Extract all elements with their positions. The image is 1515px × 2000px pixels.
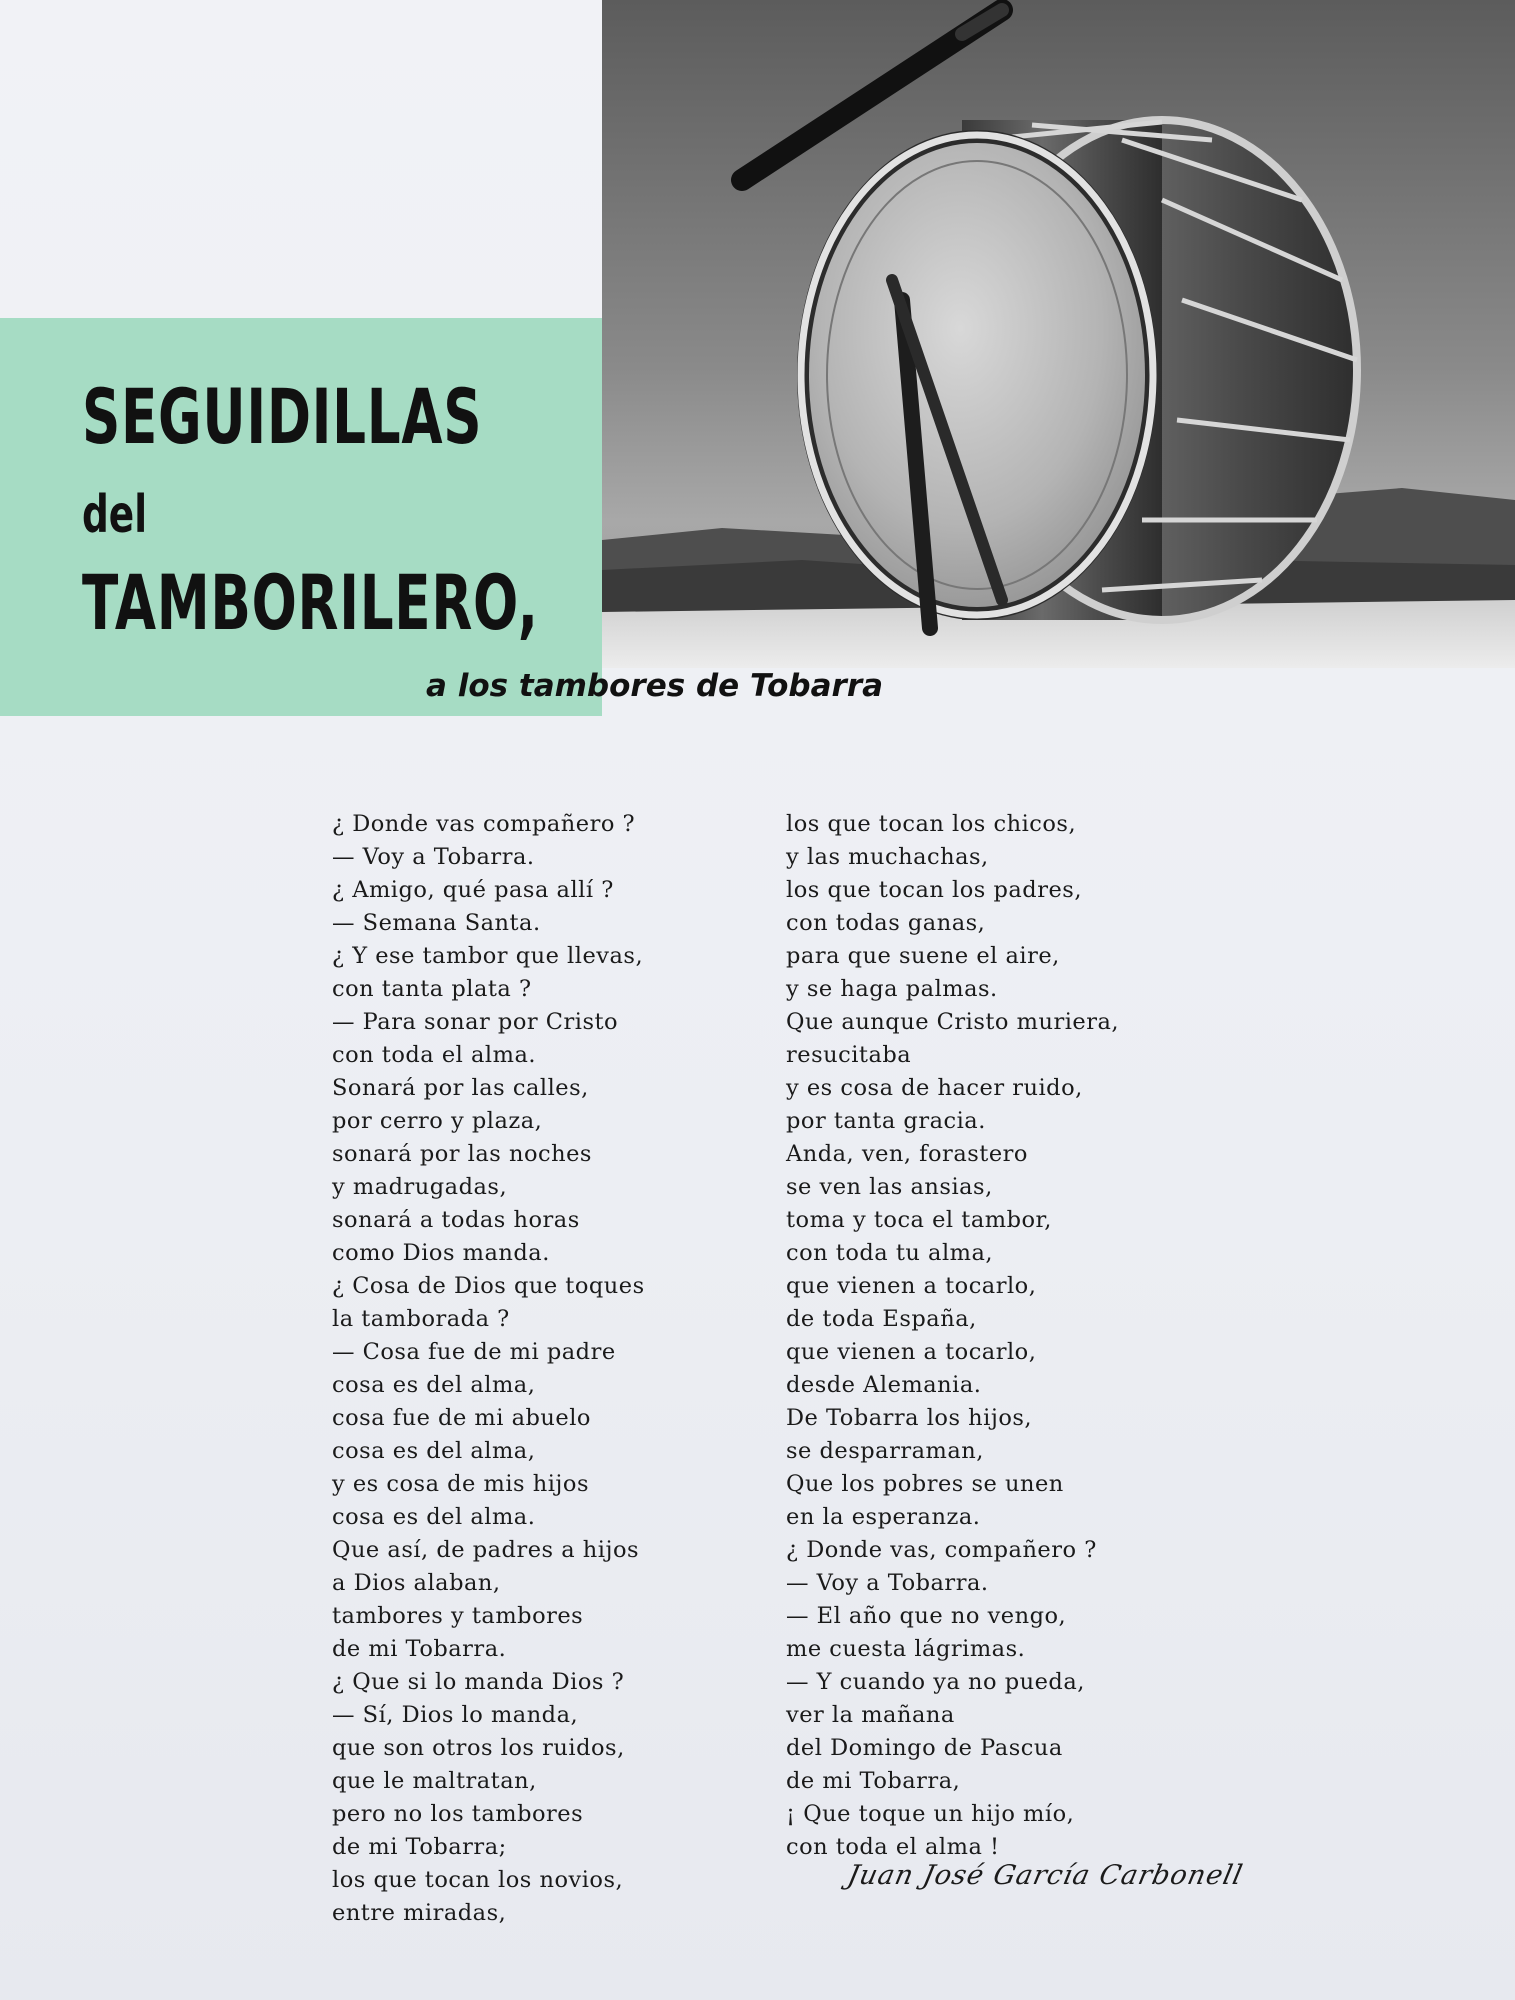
poem-line: cosa es del alma, [332, 1372, 536, 1398]
drum-photo [602, 0, 1515, 668]
poem-line: la tamborada ? [332, 1306, 510, 1332]
poem-line: — Semana Santa. [332, 910, 541, 936]
poem-line: los que tocan los chicos, [786, 811, 1077, 837]
poem-line: entre miradas, [332, 1900, 507, 1926]
poem-line: con todas ganas, [786, 910, 986, 936]
subtitle: a los tambores de Tobarra [426, 668, 884, 704]
title-line-3: TAMBORILERO, [82, 558, 539, 647]
poem-line: — Voy a Tobarra. [332, 844, 535, 870]
poem-line: tambores y tambores [332, 1603, 584, 1629]
poem-line: y es cosa de mis hijos [332, 1471, 589, 1497]
poem-line: — Para sonar por Cristo [332, 1009, 619, 1035]
poem-line: desde Alemania. [786, 1372, 982, 1398]
poem-line: y las muchachas, [786, 844, 989, 870]
title-line-1: SEGUIDILLAS [82, 372, 483, 461]
poem-line: — Voy a Tobarra. [786, 1570, 989, 1596]
poem-line: resucitaba [786, 1042, 912, 1068]
poem-line: los que tocan los novios, [332, 1867, 624, 1893]
poem-line: en la esperanza. [786, 1504, 981, 1530]
poem-line: de mi Tobarra; [332, 1834, 507, 1860]
poem-line: del Domingo de Pascua [786, 1735, 1063, 1761]
poem-line: — Y cuando ya no pueda, [786, 1669, 1085, 1695]
poem-line: ¿ Donde vas, compañero ? [786, 1537, 1097, 1563]
poem-line: se ven las ansias, [786, 1174, 993, 1200]
poem-line: para que suene el aire, [786, 943, 1060, 969]
drum-illustration [602, 0, 1515, 668]
poem-line: por cerro y plaza, [332, 1108, 543, 1134]
poem-line: cosa es del alma, [332, 1438, 536, 1464]
poem-line: que vienen a tocarlo, [786, 1273, 1037, 1299]
poem-line: ¿ Y ese tambor que llevas, [332, 943, 644, 969]
poem-line: cosa es del alma. [332, 1504, 536, 1530]
poem-line: ¿ Donde vas compañero ? [332, 811, 636, 837]
poem-line: se desparraman, [786, 1438, 984, 1464]
poem-line: ¿ Que si lo manda Dios ? [332, 1669, 625, 1695]
poem-line: que vienen a tocarlo, [786, 1339, 1037, 1365]
poem-line: y se haga palmas. [786, 976, 998, 1002]
poem-left-column [332, 808, 645, 1930]
poem-line: ¡ Que toque un hijo mío, [786, 1801, 1075, 1827]
poem-line: los que tocan los padres, [786, 877, 1082, 903]
poem-line: con tanta plata ? [332, 976, 532, 1002]
poem-line: y madrugadas, [332, 1174, 508, 1200]
poem-line: sonará por las noches [332, 1141, 592, 1167]
poem-line: — El año que no vengo, [786, 1603, 1067, 1629]
poem-line: como Dios manda. [332, 1240, 550, 1266]
poem-line: — Cosa fue de mi padre [332, 1339, 616, 1365]
poem-line: toma y toca el tambor, [786, 1207, 1052, 1233]
poem-line: — Sí, Dios lo manda, [332, 1702, 579, 1728]
poem-line: de mi Tobarra, [786, 1768, 961, 1794]
poem-line: sonará a todas horas [332, 1207, 580, 1233]
poem-line: ver la mañana [786, 1702, 955, 1728]
poem-line: ¿ Cosa de Dios que toques [332, 1273, 645, 1299]
poem-line: pero no los tambores [332, 1801, 584, 1827]
poem-line: que son otros los ruidos, [332, 1735, 625, 1761]
poem-line: con toda el alma ! [786, 1834, 1000, 1860]
poem-line: con toda el alma. [332, 1042, 537, 1068]
poem-line: ¿ Amigo, qué pasa allí ? [332, 877, 614, 903]
poem-line: Que los pobres se unen [786, 1471, 1064, 1497]
poem-line: y es cosa de hacer ruido, [786, 1075, 1083, 1101]
author-signature: Juan José García Carbonell [844, 1860, 1246, 1891]
poem-line: Que aunque Cristo muriera, [786, 1009, 1120, 1035]
poem-line: De Tobarra los hijos, [786, 1405, 1033, 1431]
poem-line: me cuesta lágrimas. [786, 1636, 1026, 1662]
poem-right-column [786, 808, 1119, 1864]
poem-line: a Dios alaban, [332, 1570, 501, 1596]
poem-line: por tanta gracia. [786, 1108, 986, 1134]
poem-line: de toda España, [786, 1306, 977, 1332]
poem-line: de mi Tobarra. [332, 1636, 507, 1662]
poem-line: Que así, de padres a hijos [332, 1537, 640, 1563]
poem-line: Sonará por las calles, [332, 1075, 589, 1101]
poem-line: cosa fue de mi abuelo [332, 1405, 591, 1431]
poem-line: Anda, ven, forastero [786, 1141, 1028, 1167]
title-line-2: del [82, 485, 148, 545]
poem-line: con toda tu alma, [786, 1240, 994, 1266]
poem-line: que le maltratan, [332, 1768, 537, 1794]
